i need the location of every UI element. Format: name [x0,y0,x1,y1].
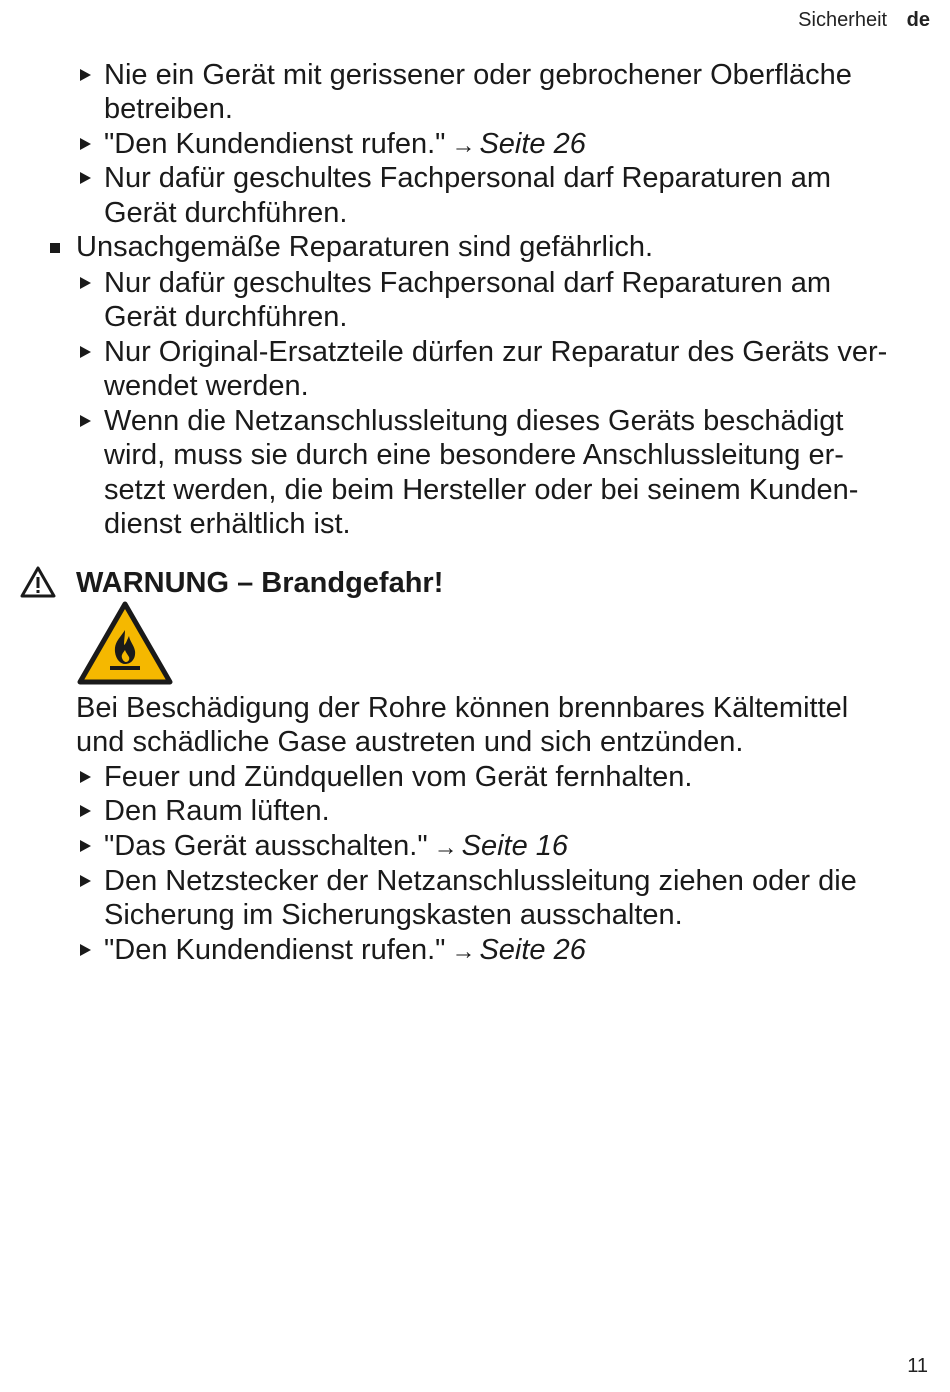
bullet-square-icon [50,243,60,253]
bullet-arrow-icon [80,172,91,184]
fire-hazard-symbol [76,600,174,686]
reference-arrow-icon: → [451,132,476,159]
page-reference-link[interactable]: Seite 26 [479,128,586,160]
bullet-arrow-icon [80,771,91,783]
list-item-text: "Den Kundendienst rufen." [104,128,446,160]
warning-triangle-icon [20,566,56,598]
list-item-line: Nur Original-Ersatzteile dürfen zur Reparatur des Geräts ver- [104,336,888,368]
bullet-arrow-icon [80,138,91,150]
list-item-line: wendet werden. [104,370,309,402]
list-item-line: Nur dafür geschultes Fachpersonal darf Reparaturen am [104,267,831,299]
running-header [798,9,930,32]
list-heading: Unsachgemäße Reparaturen sind gefährlich. [76,231,654,263]
page-reference-link[interactable]: Seite 16 [461,830,569,862]
bullet-arrow-icon [80,415,91,427]
list-item-line: wird, muss sie durch eine besondere Anschlussleitung er- [104,439,844,471]
bullet-arrow-icon [80,875,91,887]
reference-arrow-icon: → [433,834,458,861]
bullet-arrow-icon [80,840,91,852]
list-item-line: Wenn die Netzanschlussleitung dieses Geräts beschädigt [104,405,844,437]
list-item-line: betreiben. [104,93,233,125]
bullet-arrow-icon [80,944,91,956]
list-item-text: "Das Gerät ausschalten." [104,830,428,862]
page-reference-link[interactable]: Seite 26 [479,934,586,966]
reference-arrow-icon: → [451,938,476,965]
list-item-line: Den Raum lüften. [104,795,330,827]
list-item-with-reference [104,127,586,163]
language-code: de [906,9,930,31]
list-item-with-reference [104,933,586,969]
list-item-line: Nur dafür geschultes Fachpersonal darf Reparaturen am [104,162,831,194]
list-item-line: setzt werden, die beim Hersteller oder bei seinem Kunden- [104,474,859,506]
warning-title: WARNUNG – Brandgefahr! [76,567,444,599]
list-item-line: Den Netzstecker der Netzanschlussleitung ziehen oder die [104,865,857,897]
list-item-with-reference [104,829,568,865]
list-item-line: Gerät durchführen. [104,197,348,229]
bullet-arrow-icon [80,805,91,817]
list-item-line: Feuer und Zündquellen vom Gerät fernhalten. [104,761,693,793]
warning-intro-line: und schädliche Gase austreten und sich entzünden. [76,726,744,758]
bullet-arrow-icon [80,69,91,81]
section-title: Sicherheit [798,9,888,31]
bullet-arrow-icon [80,277,91,289]
list-item-line: Nie ein Gerät mit gerissener oder gebrochener Oberfläche [104,59,852,91]
list-item-line: Sicherung im Sicherungskasten ausschalten. [104,899,683,931]
list-item-line: Gerät durchführen. [104,301,348,333]
list-item-line: dienst erhältlich ist. [104,508,351,540]
list-item-text: "Den Kundendienst rufen." [104,934,446,966]
bullet-arrow-icon [80,346,91,358]
warning-intro-line: Bei Beschädigung der Rohre können brennbares Kältemittel [76,692,849,724]
page-number: 11 [907,1355,928,1377]
